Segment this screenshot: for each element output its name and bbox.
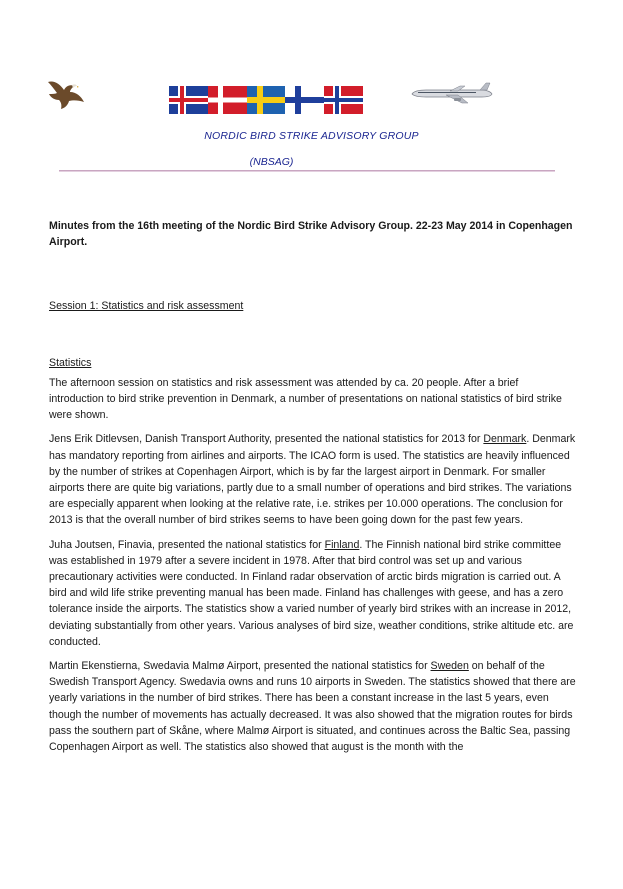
nordic-flags <box>169 86 363 114</box>
paragraph-sweden <box>49 658 576 755</box>
country-denmark: Denmark <box>483 433 527 446</box>
airplane-icon <box>410 82 494 104</box>
header-divider <box>59 170 555 172</box>
country-finland: Finland <box>324 538 360 551</box>
org-abbreviation: (NBSAG) <box>249 156 294 168</box>
session-heading: Session 1: Statistics and risk assessment <box>49 300 244 313</box>
paragraph-text: . The Finnish national bird strike committee was established in 1979 after a severe incident in 1978. After that bird control was set up and various precautionary activities were conducted. In Finland radar observation of arctic birds migration is carried out. A bird and wild life strike preventing manual has been made. Finland has challenges with geese, and has a zero tolerance inside the airports. The statistics show a varied number of yearly bird strikes with an increase in 2012, deviating substantially from other years. Various analyses of bird size, weather conditions, strike altitude etc. are conducted. <box>49 538 574 648</box>
eagle-icon <box>46 76 86 110</box>
document-body <box>49 218 576 763</box>
paragraph-text: Jens Erik Ditlevsen, Danish Transport Authority, presented the national statistics for 2013 for <box>49 433 484 446</box>
iceland-flag <box>169 86 208 114</box>
paragraph-intro: The afternoon session on statistics and risk assessment was attended by ca. 20 people. After a brief introduction to bird strike prevention in Denmark, a number of presentations on national statistics of bird strike were shown. <box>49 376 562 422</box>
paragraph-text: Juha Joutsen, Finavia, presented the national statistics for <box>49 538 325 551</box>
country-sweden: Sweden <box>430 660 469 673</box>
document-title: Minutes from the 16th meeting of the Nordic Bird Strike Advisory Group. 22-23 May 2014 in Copenhagen Airport. <box>49 220 573 249</box>
sweden-flag <box>247 86 286 114</box>
paragraph-finland <box>49 537 576 650</box>
paragraph-denmark <box>49 431 576 528</box>
denmark-flag <box>208 86 247 114</box>
finland-flag <box>285 86 324 114</box>
org-name: NORDIC BIRD STRIKE ADVISORY GROUP <box>204 130 419 142</box>
paragraph-text: on behalf of the Swedish Transport Agency. Swedavia owns and runs 10 airports in Sweden. The statistics showed that there are yearly variations in the number of bird strikes. There has been a constant increase in the last 5 years, even though the number of movements has actually decreased. It was also showed that the migration routes for birds pass the southern part of Skåne, where Malmø Airport is situated, and continues across the Baltic Sea, passing Copenhagen Airport as well. The statistics also showed that august is the month with the <box>49 660 576 754</box>
paragraph-text: Martin Ekenstierna, Swedavia Malmø Airport, presented the national statistics for <box>49 660 431 673</box>
paragraph-text: . Denmark has mandatory reporting from airlines and airports. The ICAO form is used. The statistics are heavily influenced by the number of strikes at Copenhagen Airport, which is by far the largest airport in Denmark. For smaller airports there are quite big variations, partly due to a small number of operations and bird strikes. The variations are especially apparent when looking at the relative rate, i.e. strikes per 10.000 operations. The conclusion for 2013 is that the overall number of bird strikes seems to have been going down for the past few years. <box>49 433 576 527</box>
norway-flag <box>324 86 363 114</box>
statistics-heading: Statistics <box>49 356 92 369</box>
